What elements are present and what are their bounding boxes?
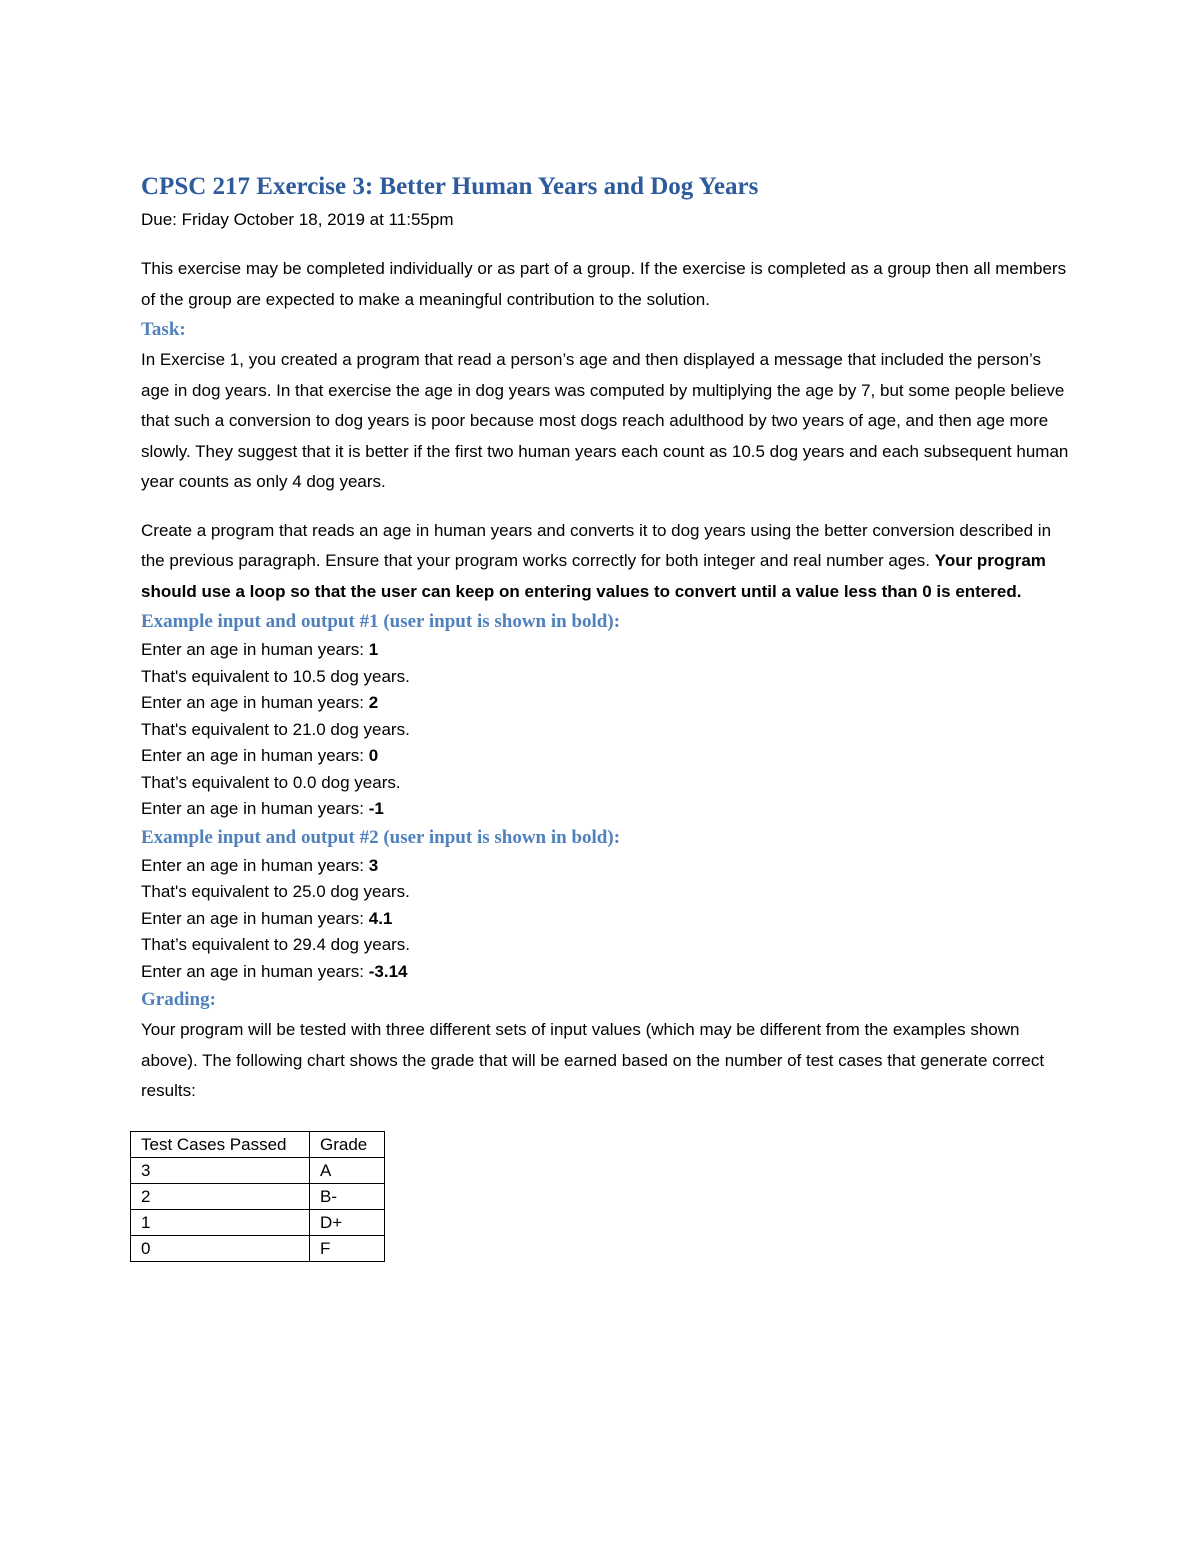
example2-line	[141, 853, 1071, 880]
output-text: That's equivalent to 21.0 dog years.	[141, 719, 410, 739]
table-cell: F	[310, 1235, 385, 1261]
example2-line	[141, 959, 1071, 986]
example2-block	[141, 853, 1071, 986]
table-cell: A	[310, 1157, 385, 1183]
prompt-text: Enter an age in human years:	[141, 961, 369, 981]
task-paragraph: In Exercise 1, you created a program that read a person’s age and then displayed a message that included the person’s age in dog years. In that exercise the age in dog years was computed by multiplying the age by 7, but some people believe that such a conversion to dog years is poor because most dogs reach adulthood by two years of age, and then age more slowly. They suggest that it is better if the first two human years each count as 10.5 dog years and each subsequent human year counts as only 4 dog years.	[141, 350, 1069, 491]
table-cell: 1	[131, 1209, 310, 1235]
document-title: CPSC 217 Exercise 3: Better Human Years and Dog Years	[141, 173, 759, 200]
task-heading: Task:	[141, 319, 186, 340]
table-cell: 3	[131, 1157, 310, 1183]
grade-table	[130, 1131, 385, 1262]
table-cell: 0	[131, 1235, 310, 1261]
example1-line	[141, 717, 1071, 744]
output-text: That’s equivalent to 29.4 dog years.	[141, 935, 411, 954]
example1-line	[141, 690, 1071, 717]
example2-line	[141, 906, 1071, 933]
example2-heading: Example input and output #2 (user input is shown in bold):	[141, 826, 621, 848]
example1-block	[141, 637, 1071, 823]
table-header-cell: Grade	[310, 1131, 385, 1157]
table-row	[131, 1209, 385, 1235]
prompt-text: Enter an age in human years:	[141, 799, 369, 818]
example1-line	[141, 664, 1071, 691]
table-cell: D+	[310, 1209, 385, 1235]
user-input: 4.1	[368, 908, 393, 928]
example1-line	[141, 743, 1071, 770]
grading-heading: Grading:	[141, 989, 216, 1010]
prompt-text: Enter an age in human years:	[141, 855, 369, 875]
prompt-text: Enter an age in human years:	[141, 908, 369, 928]
output-text: That's equivalent to 25.0 dog years.	[141, 882, 410, 901]
table-cell: B-	[310, 1183, 385, 1209]
table-row	[131, 1157, 385, 1183]
prompt-text: Enter an age in human years:	[141, 693, 369, 712]
prompt-text: Enter an age in human years:	[141, 640, 369, 659]
create-paragraph-text: Create a program that reads an age in human years and converts it to dog years using the better conversion described in the previous paragraph. Ensure that your program works correctly for both integer and real number ages.	[141, 520, 1052, 570]
output-text: That's equivalent to 10.5 dog years.	[141, 666, 410, 686]
example1-line	[141, 796, 1071, 823]
example2-line	[141, 879, 1071, 906]
example2-line	[141, 932, 1071, 959]
prompt-text: Enter an age in human years:	[141, 746, 369, 765]
table-row	[131, 1183, 385, 1209]
user-input: -1	[368, 799, 384, 818]
user-input: -3.14	[368, 961, 408, 981]
table-row	[131, 1235, 385, 1261]
output-text: That’s equivalent to 0.0 dog years.	[141, 772, 401, 792]
due-date: Due: Friday October 18, 2019 at 11:55pm	[141, 210, 454, 229]
create-paragraph	[141, 516, 1071, 608]
example1-line	[141, 637, 1071, 664]
table-cell: 2	[131, 1183, 310, 1209]
user-input: 0	[368, 746, 379, 765]
table-header-cell: Test Cases Passed	[131, 1131, 310, 1157]
create-paragraph-emphasis: Your program should use a loop so that the user can keep on entering values to convert until a value less than 0 is entered.	[141, 551, 1046, 601]
user-input: 2	[368, 693, 379, 712]
grading-paragraph: Your program will be tested with three different sets of input values (which may be different from the examples shown above). The following chart shows the grade that will be earned based on the number of test cases that generate correct results:	[141, 1020, 1045, 1100]
table-header-row	[131, 1131, 385, 1157]
example1-heading: Example input and output #1 (user input is shown in bold):	[141, 611, 621, 632]
intro-paragraph: This exercise may be completed individually or as part of a group. If the exercise is completed as a group then all members of the group are expected to make a meaningful contribution to the solution.	[141, 259, 1067, 309]
document-content	[141, 170, 1071, 1262]
example1-line	[141, 770, 1071, 797]
user-input: 3	[368, 855, 379, 875]
user-input: 1	[368, 640, 379, 659]
